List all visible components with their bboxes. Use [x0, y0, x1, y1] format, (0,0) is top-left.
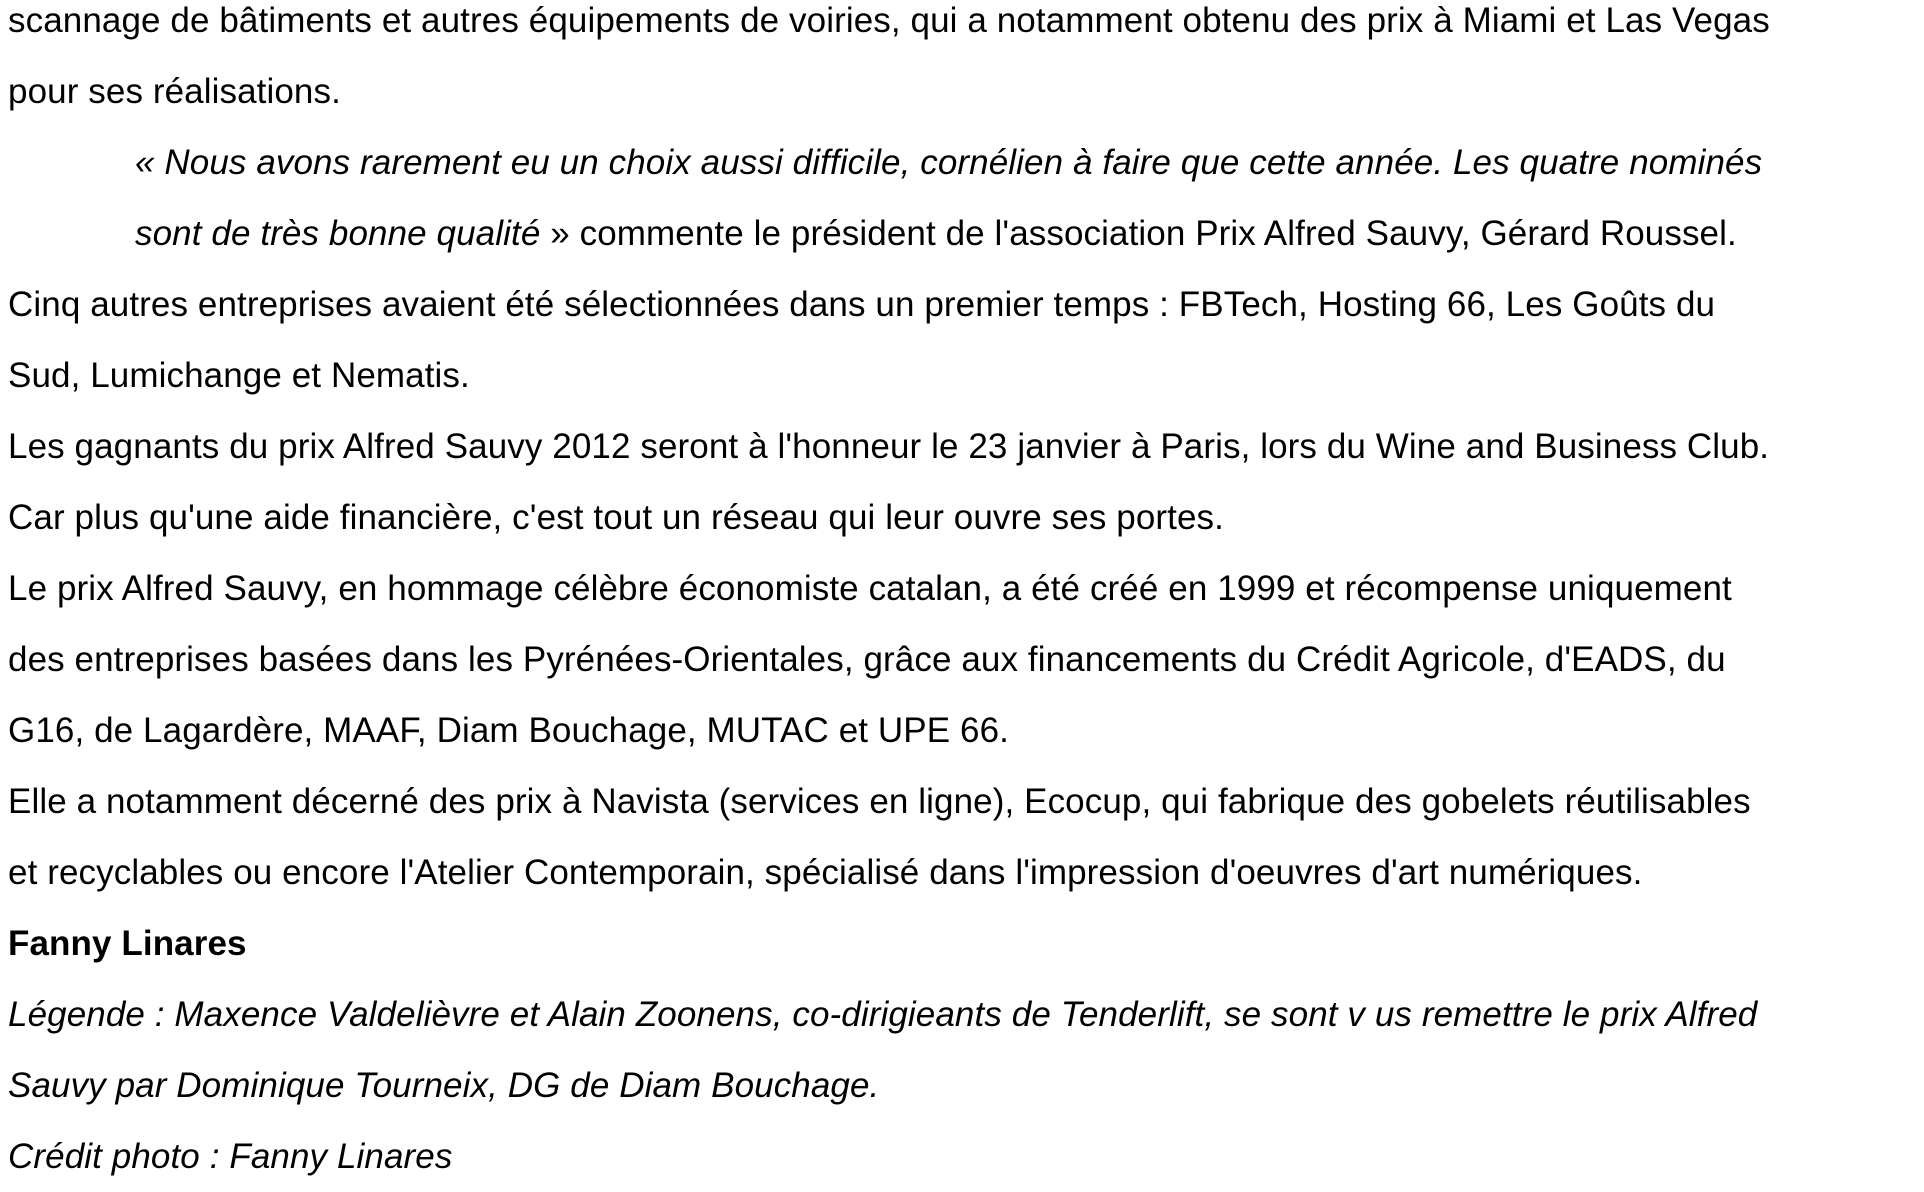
quote-attribution: » commente le président de l'association Prix Alfred Sauvy, Gérard Roussel. — [540, 214, 1737, 253]
paragraph-line: Sud, Lumichange et Nematis. — [8, 356, 470, 395]
quote-line — [135, 198, 1737, 269]
author-name: Fanny Linares — [8, 924, 247, 963]
paragraph-line: des entreprises basées dans les Pyrénées-Orientales, grâce aux financements du Crédit Agricole, d'EADS, du — [8, 640, 1726, 679]
paragraph-line: Le prix Alfred Sauvy, en hommage célèbre économiste catalan, a été créé en 1999 et récompense uniquement — [8, 569, 1732, 608]
paragraph-line: et recyclables ou encore l'Atelier Contemporain, spécialisé dans l'impression d'oeuvres d'art numériques. — [8, 853, 1643, 892]
paragraph-line: G16, de Lagardère, MAAF, Diam Bouchage, MUTAC et UPE 66. — [8, 711, 1009, 750]
photo-credit: Crédit photo : Fanny Linares — [8, 1137, 453, 1176]
photo-caption-line: Légende : Maxence Valdelièvre et Alain Zoonens, co-dirigieants de Tenderlift, se sont v us remettre le prix Alfred — [8, 995, 1758, 1034]
quote-line: « Nous avons rarement eu un choix aussi difficile, cornélien à faire que cette année. Les quatre nominés — [135, 143, 1763, 182]
paragraph-line: pour ses réalisations. — [8, 72, 341, 111]
paragraph-line: Les gagnants du prix Alfred Sauvy 2012 seront à l'honneur le 23 janvier à Paris, lors du Wine and Business Club. — [8, 427, 1770, 466]
paragraph-line: Car plus qu'une aide financière, c'est tout un réseau qui leur ouvre ses portes. — [8, 498, 1224, 537]
paragraph-line: scannage de bâtiments et autres équipements de voiries, qui a notamment obtenu des prix à Miami et Las Vegas — [8, 1, 1770, 40]
quote-italic-text: sont de très bonne qualité — [135, 214, 541, 253]
paragraph-line: Elle a notamment décerné des prix à Navista (services en ligne), Ecocup, qui fabrique des gobelets réutilisables — [8, 782, 1751, 821]
paragraph-line: Cinq autres entreprises avaient été sélectionnées dans un premier temps : FBTech, Hosting 66, Les Goûts du — [8, 285, 1716, 324]
photo-caption-line: Sauvy par Dominique Tourneix, DG de Diam Bouchage. — [8, 1066, 880, 1105]
